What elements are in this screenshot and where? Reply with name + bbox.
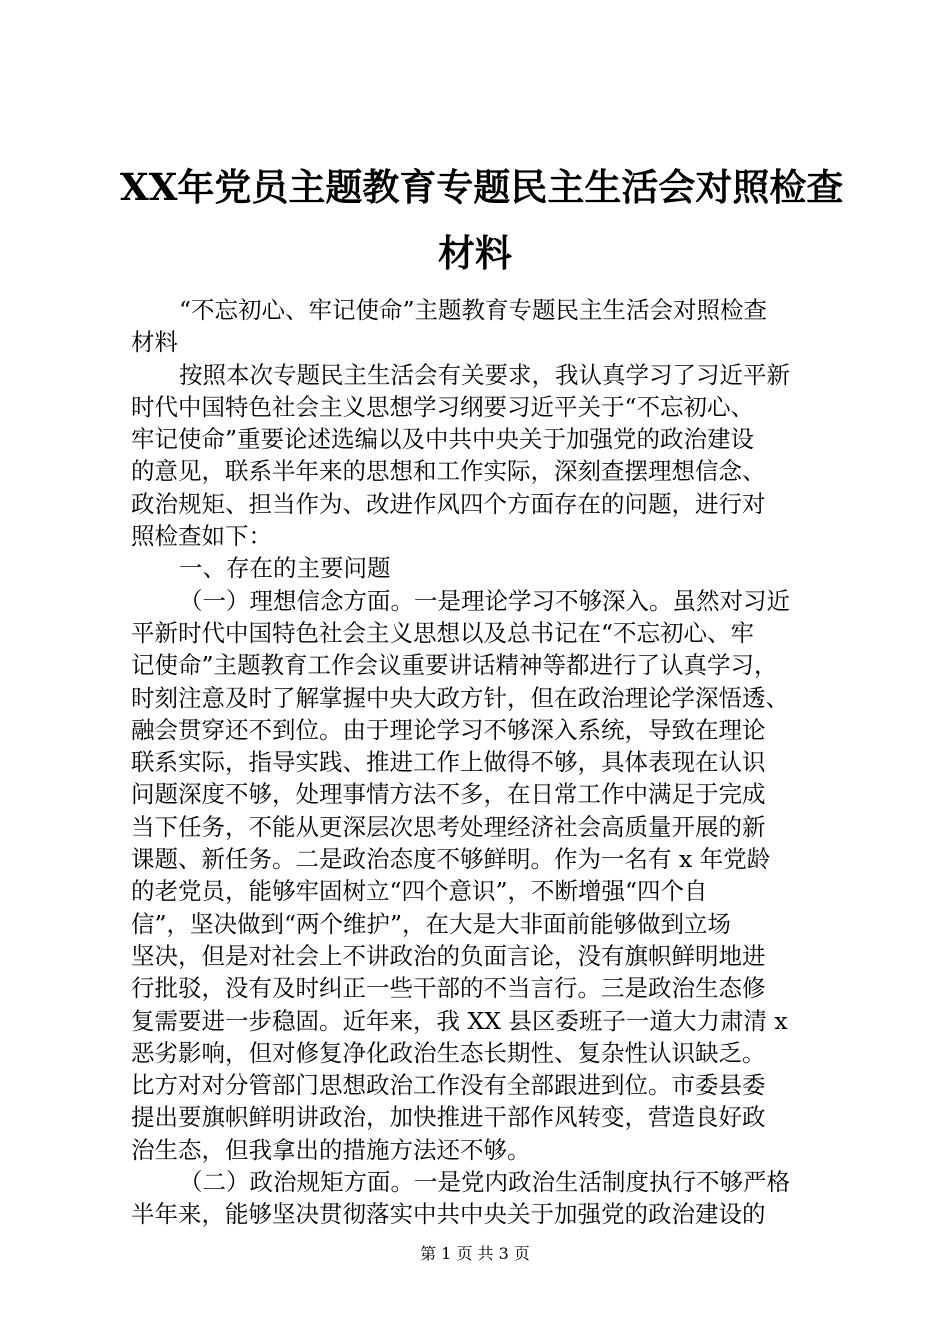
body-line: 联系实际，指导实践、推进工作上做得不够，具体表现在认识 [131, 748, 766, 777]
body-line: 照检查如下： [131, 522, 272, 551]
body-line: 材料 [131, 328, 178, 357]
body-line: 问题深度不够，处理事情方法不多，在日常工作中满足于完成 [131, 780, 766, 809]
document-title [120, 154, 844, 286]
body-line: 按照本次专题民主生活会有关要求，我认真学习了习近平新 [179, 360, 790, 389]
body-line: 半年来，能够坚决贯彻落实中共中央关于加强党的政治建设的 [131, 1200, 766, 1229]
body-line: 恶劣影响，但对修复净化政治生态长期性、复杂性认识缺乏。 [131, 1038, 766, 1067]
body-line: 时刻注意及时了解掌握中央大政方针，但在政治理论学深悟透、 [131, 683, 789, 712]
body-line: 课题、新任务。二是政治态度不够鲜明。作为一名有 x 年党龄 [131, 845, 771, 874]
page-footer: 第 1 页 共 3 页 [420, 1244, 530, 1263]
body-line: 政治规矩、担当作为、改进作风四个方面存在的问题，进行对 [131, 489, 766, 518]
body-line: 治生态，但我拿出的措施方法还不够。 [131, 1135, 531, 1164]
body-line: 信”，坚决做到“两个维护”，在大是大非面前能够做到立场 [131, 909, 732, 938]
body-line: “不忘初心、牢记使命”主题教育专题民主生活会对照检查 [179, 296, 768, 324]
body-line: 提出要旗帜鲜明讲政治，加快推进干部作风转变，营造良好政 [131, 1103, 766, 1132]
section-heading: 一、存在的主要问题 [179, 554, 391, 583]
document-body [131, 294, 851, 1231]
title-line-2: 材料 [438, 231, 512, 275]
body-line: 复需要进一步稳固。近年来，我 XX 县区委班子一道大力肃清 x [131, 1006, 788, 1035]
body-line: （二）政治规矩方面。一是党内政治生活制度执行不够严格 [179, 1168, 790, 1197]
body-line: 平新时代中国特色社会主义思想以及总书记在“不忘初心、牢 [131, 618, 755, 647]
body-line: 的老党员，能够牢固树立“四个意识”，不断增强“四个自 [131, 877, 708, 906]
body-line: 融会贯穿还不到位。由于理论学习不够深入系统，导致在理论 [131, 715, 766, 744]
body-line: 行批驳，没有及时纠正一些干部的不当言行。三是政治生态修 [131, 974, 766, 1003]
body-line: 比方对对分管部门思想政治工作没有全部跟进到位。市委县委 [131, 1071, 766, 1100]
body-line: 记使命”主题教育工作会议重要讲话精神等都进行了认真学习， [131, 651, 778, 680]
body-line: 牢记使命”重要论述选编以及中共中央关于加强党的政治建设 [131, 425, 755, 454]
body-line: 坚决，但是对社会上不讲政治的负面言论，没有旗帜鲜明地进 [131, 941, 766, 970]
body-line: （一）理想信念方面。一是理论学习不够深入。虽然对习近 [179, 586, 790, 615]
body-line: 当下任务，不能从更深层次思考处理经济社会高质量开展的新 [131, 812, 766, 841]
body-line: 的意见，联系半年来的思想和工作实际，深刻查摆理想信念、 [131, 457, 766, 486]
body-line: 时代中国特色社会主义思想学习纲要习近平关于“不忘初心、 [131, 392, 755, 421]
title-line-1: XX年党员主题教育专题民主生活会对照检查 [120, 165, 844, 209]
